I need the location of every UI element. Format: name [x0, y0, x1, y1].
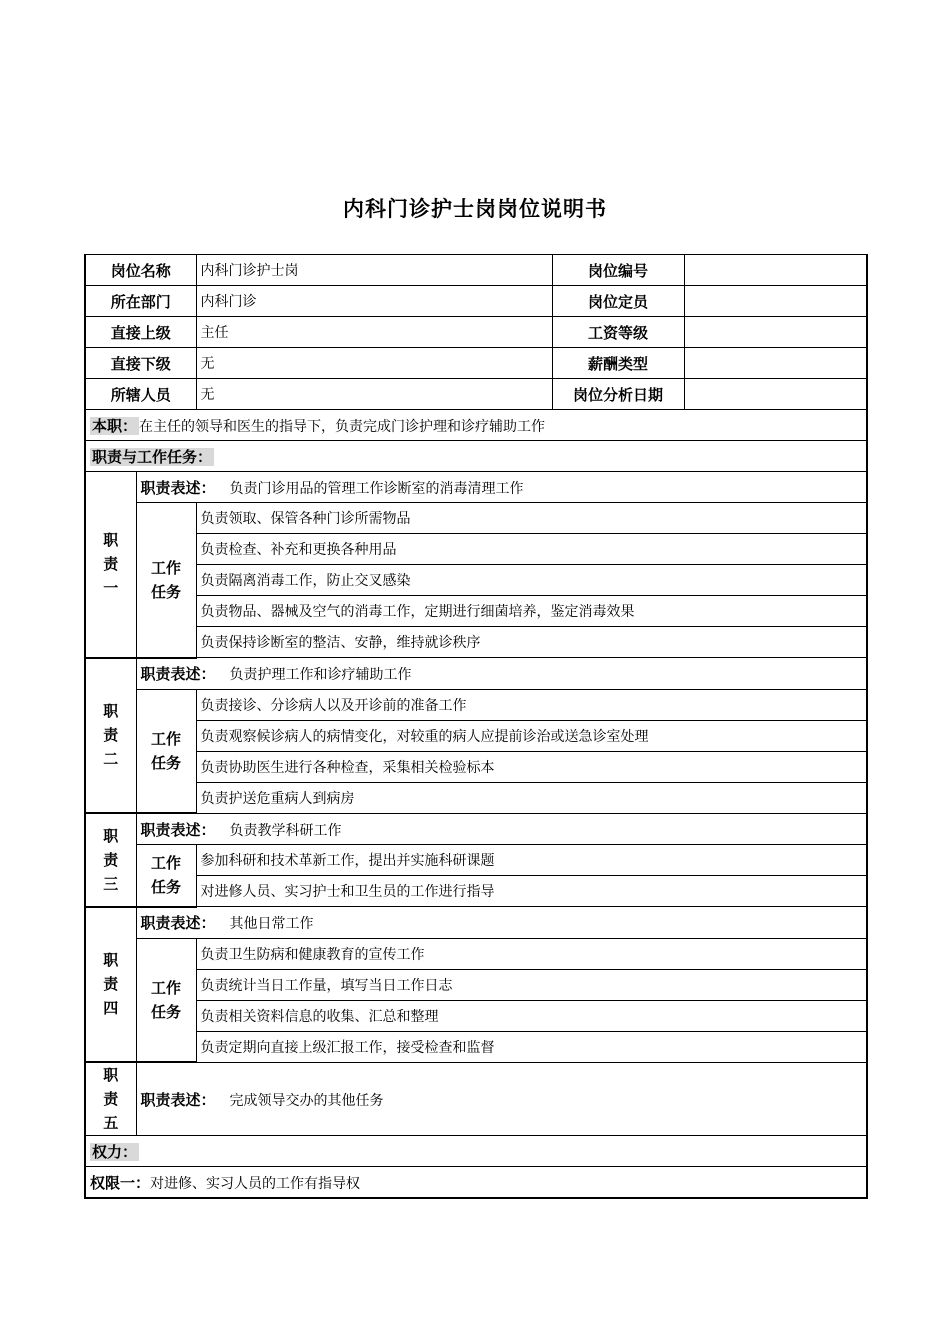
- job-description-table: [84, 254, 868, 1199]
- power-header: 权力：: [92, 1142, 138, 1161]
- info-row: [85, 286, 867, 317]
- task-row: [85, 720, 867, 751]
- power-label: 权限一：: [90, 1173, 151, 1192]
- duty-desc-text: 完成领导交办的其他任务: [229, 1092, 384, 1109]
- info-row: [85, 317, 867, 348]
- task-label: [136, 845, 196, 907]
- benzhi-label: 本职：: [92, 416, 138, 435]
- benzhi-cell: [85, 410, 867, 441]
- task-row: [85, 627, 867, 658]
- duty-desc-text: 负责门诊用品的管理工作诊断室的消毒清理工作: [229, 480, 524, 497]
- task-item: 负责相关资料信息的收集、汇总和整理: [196, 1000, 867, 1031]
- task-label: [136, 689, 196, 813]
- task-item: 参加科研和技术革新工作，提出并实施科研课题: [196, 845, 867, 876]
- info-value: [684, 348, 867, 379]
- table-body: [85, 255, 867, 1199]
- duty-desc-label: 职责表述：: [140, 1090, 216, 1109]
- task-row: [85, 1000, 867, 1031]
- task-row: [85, 969, 867, 1000]
- task-item: 负责物品、器械及空气的消毒工作，定期进行细菌培养，鉴定消毒效果: [196, 596, 867, 627]
- info-label: 岗位名称: [85, 255, 196, 286]
- info-value: 内科门诊: [196, 286, 552, 317]
- task-row: [85, 782, 867, 813]
- duty-name: [85, 907, 136, 1063]
- task-item: 负责协助医生进行各种检查，采集相关检验标本: [196, 751, 867, 782]
- task-row: [85, 689, 867, 720]
- info-label: 岗位编号: [552, 255, 684, 286]
- task-row: [85, 1031, 867, 1062]
- duty-name: [85, 1062, 136, 1136]
- task-item: 负责接诊、分诊病人以及开诊前的准备工作: [196, 689, 867, 720]
- duty-desc-cell: [136, 472, 867, 503]
- info-label: 薪酬类型: [552, 348, 684, 379]
- power-header-row: [85, 1136, 867, 1167]
- task-label-text: 工作任务: [151, 978, 182, 1021]
- info-value: 无: [196, 379, 552, 410]
- duty-desc-row: [85, 1062, 867, 1136]
- duty-name: [85, 813, 136, 907]
- info-value: [684, 286, 867, 317]
- task-row: [85, 938, 867, 969]
- task-row: [85, 534, 867, 565]
- task-label: [136, 503, 196, 658]
- duty-name-text: 职责二: [103, 702, 119, 769]
- info-value: [684, 379, 867, 410]
- task-row: [85, 876, 867, 907]
- power-header-cell: [85, 1136, 867, 1167]
- duty-desc-text: 负责护理工作和诊疗辅助工作: [229, 667, 412, 683]
- task-item: 负责定期向直接上级汇报工作，接受检查和监督: [196, 1031, 867, 1062]
- duty-desc-label: 职责表述：: [140, 665, 216, 683]
- info-label: 工资等级: [552, 317, 684, 348]
- info-row: [85, 379, 867, 410]
- info-value: 主任: [196, 317, 552, 348]
- duty-name: [85, 472, 136, 658]
- task-label-text: 工作任务: [151, 729, 182, 772]
- info-label: 所辖人员: [85, 379, 196, 410]
- task-label-text: 工作任务: [151, 558, 182, 601]
- duties-header: 职责与工作任务：: [92, 447, 213, 466]
- duty-desc-text: 其他日常工作: [229, 916, 314, 932]
- info-value: 内科门诊护士岗: [196, 255, 552, 286]
- duty-desc-label: 职责表述：: [140, 914, 216, 932]
- benzhi-row: [85, 410, 867, 441]
- duty-desc-row: [85, 907, 867, 939]
- task-label: [136, 938, 196, 1062]
- duty-desc-cell: [136, 907, 867, 939]
- task-item: 负责卫生防病和健康教育的宣传工作: [196, 938, 867, 969]
- info-value: [684, 255, 867, 286]
- info-row: [85, 255, 867, 286]
- task-item: 负责隔离消毒工作，防止交叉感染: [196, 565, 867, 596]
- power-row: [85, 1167, 867, 1199]
- power-text: 对进修、实习人员的工作有指导权: [150, 1175, 361, 1192]
- duty-name: [85, 658, 136, 814]
- duty-name-text: 职责一: [103, 531, 119, 598]
- info-label: 岗位分析日期: [552, 379, 684, 410]
- task-row: [85, 503, 867, 534]
- task-item: 负责保持诊断室的整洁、安静，维持就诊秩序: [196, 627, 867, 658]
- duty-desc-cell: [136, 658, 867, 690]
- task-row: [85, 751, 867, 782]
- duty-name-text: 职责五: [103, 1066, 119, 1132]
- info-label: 直接上级: [85, 317, 196, 348]
- duty-desc-cell: [136, 1062, 867, 1136]
- info-value: [684, 317, 867, 348]
- task-item: 对进修人员、实习护士和卫生员的工作进行指导: [196, 876, 867, 907]
- task-item: 负责检查、补充和更换各种用品: [196, 534, 867, 565]
- task-row: [85, 565, 867, 596]
- page-title: 内科门诊护士岗岗位说明书: [343, 197, 607, 221]
- task-row: [85, 845, 867, 876]
- info-label: 岗位定员: [552, 286, 684, 317]
- duties-header-cell: [85, 441, 867, 472]
- task-row: [85, 596, 867, 627]
- task-item: 负责领取、保管各种门诊所需物品: [196, 503, 867, 534]
- duty-desc-row: [85, 472, 867, 503]
- info-label: 直接下级: [85, 348, 196, 379]
- duty-desc-row: [85, 658, 867, 690]
- info-row: [85, 348, 867, 379]
- task-item: 负责观察候诊病人的病情变化，对较重的病人应提前诊治或送急诊室处理: [196, 720, 867, 751]
- duty-name-text: 职责四: [103, 951, 119, 1018]
- duty-desc-label: 职责表述：: [140, 478, 216, 497]
- duty-desc-text: 负责教学科研工作: [229, 822, 342, 839]
- power-cell: [85, 1167, 867, 1199]
- info-value: 无: [196, 348, 552, 379]
- duty-name-text: 职责三: [103, 826, 119, 893]
- info-label: 所在部门: [85, 286, 196, 317]
- benzhi-text: 在主任的领导和医生的指导下，负责完成门诊护理和诊疗辅助工作: [139, 418, 546, 435]
- duty-desc-label: 职责表述：: [140, 820, 216, 839]
- duties-header-row: [85, 441, 867, 472]
- task-label-text: 工作任务: [151, 854, 182, 897]
- task-item: 负责统计当日工作量，填写当日工作日志: [196, 969, 867, 1000]
- task-item: 负责护送危重病人到病房: [196, 782, 867, 813]
- duty-desc-row: [85, 813, 867, 845]
- duty-desc-cell: [136, 813, 867, 845]
